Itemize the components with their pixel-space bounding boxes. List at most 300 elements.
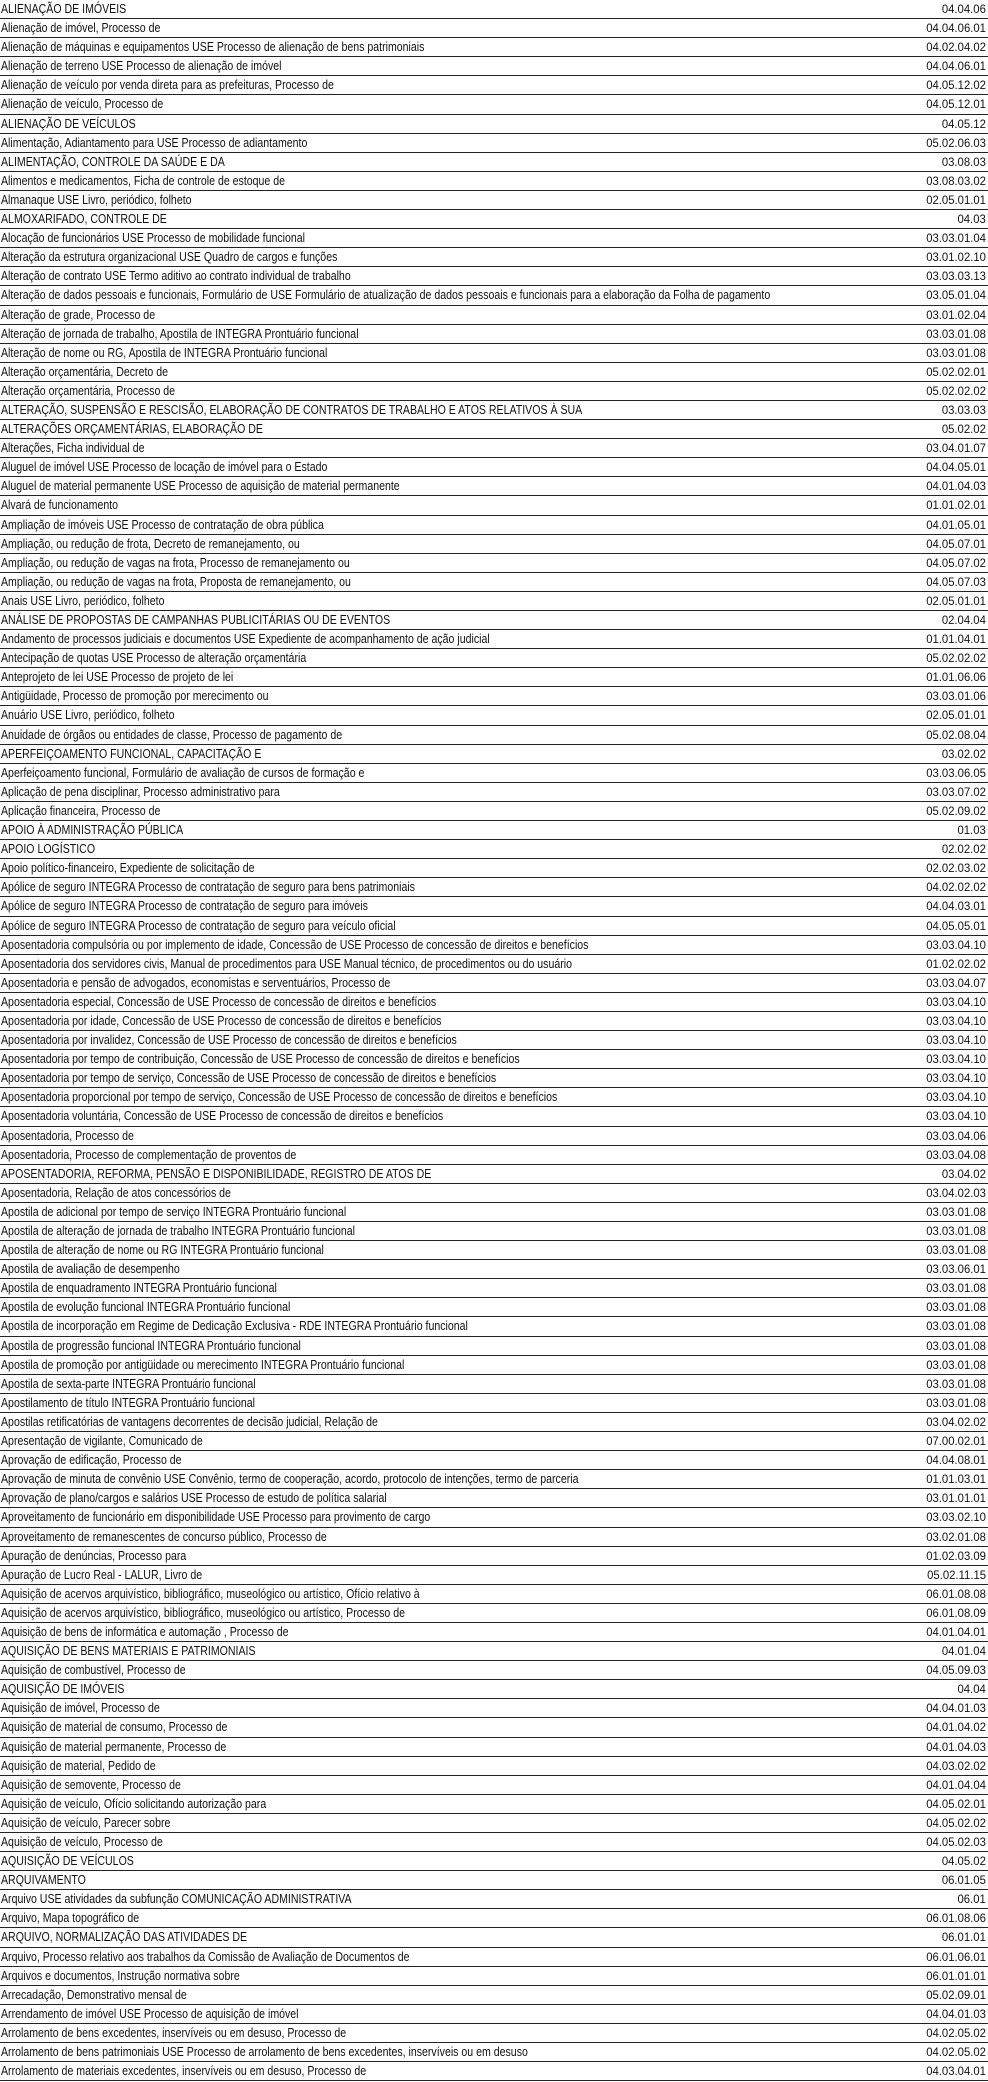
- index-term: Anteprojeto de lei USE Processo de projeto de lei: [1, 670, 234, 685]
- classification-code: 03.03.01.08: [926, 1300, 986, 1315]
- index-term: Alimentos e medicamentos, Ficha de controle de estoque de: [1, 173, 286, 188]
- classification-code: 04.05.12: [941, 116, 986, 131]
- classification-code: 04.01.04.01: [926, 1624, 986, 1639]
- table-row: [0, 1585, 988, 1604]
- table-row: [0, 477, 988, 496]
- index-term: Almanaque USE Livro, periódico, folheto: [1, 192, 192, 207]
- classification-code: 04.01.04.04: [926, 1777, 986, 1792]
- index-term: Alienação de veículo, Processo de: [1, 97, 164, 112]
- index-term: APOIO À ADMINISTRAÇÃO PÚBLICA: [1, 823, 184, 838]
- index-term: Alteração orçamentária, Processo de: [1, 383, 176, 398]
- classification-code: 01.01.04.01: [926, 632, 986, 647]
- table-row: [0, 1298, 988, 1317]
- index-term: Apresentação de vigilante, Comunicado de: [1, 1434, 203, 1449]
- index-term: Aposentadoria proporcional por tempo de serviço, Concessão de USE Processo de concessão de direitos e benefícios: [1, 1090, 558, 1105]
- classification-code: 03.03.01.08: [926, 326, 986, 341]
- index-term: Anais USE Livro, periódico, folheto: [1, 593, 165, 608]
- table-row: [0, 535, 988, 554]
- classification-code: 03.03.04.10: [926, 1090, 986, 1105]
- classification-code: 04.04.06: [941, 2, 986, 16]
- index-term: Aquisição de veículo, Ofício solicitando autorização para: [1, 1796, 267, 1811]
- table-row: [0, 802, 988, 821]
- classification-code: 04.01.04.03: [926, 1739, 986, 1754]
- classification-code: 04.02.02.02: [926, 880, 986, 895]
- table-row: [0, 1776, 988, 1795]
- index-term: ALTERAÇÕES ORÇAMENTÁRIAS, ELABORAÇÃO DE: [1, 422, 263, 437]
- classification-code: 06.01.01: [941, 1930, 986, 1945]
- table-row: [0, 2043, 988, 2062]
- classification-code: 06.01.05: [941, 1873, 986, 1888]
- index-term: Aprovação de plano/cargos e salários USE Processo de estudo de política salarial: [1, 1491, 387, 1506]
- index-term: Alimentação, Adiantamento para USE Processo de adiantamento: [1, 135, 308, 150]
- table-row: [0, 496, 988, 515]
- classification-code: 06.01.08.09: [926, 1605, 986, 1620]
- index-term: Aquisição de imóvel, Processo de: [1, 1701, 160, 1716]
- classification-code: 03.03.01.08: [926, 1338, 986, 1353]
- index-term: APOSENTADORIA, REFORMA, PENSÃO E DISPONIBILIDADE, REGISTRO DE ATOS DE: [1, 1166, 432, 1181]
- table-row: [0, 1948, 988, 1967]
- classification-code: 03.03.01.08: [926, 345, 986, 360]
- index-term: Aquisição de material, Pedido de: [1, 1758, 156, 1773]
- table-row: [0, 1833, 988, 1852]
- index-term: Apostila de alteração de jornada de trabalho INTEGRA Prontuário funcional: [1, 1224, 356, 1238]
- index-term: Aposentadoria por idade, Concessão de USE Processo de concessão de direitos e benefícios: [1, 1013, 442, 1028]
- index-term: Apólice de seguro INTEGRA Processo de contratação de seguro para imóveis: [1, 899, 368, 914]
- classification-code: 03.03.04.10: [926, 937, 986, 952]
- table-row: [0, 1699, 988, 1718]
- table-row: [0, 1566, 988, 1585]
- classification-code: 03.03.07.02: [926, 784, 986, 799]
- index-term: Aquisição de veículo, Processo de: [1, 1835, 163, 1849]
- classification-code: 05.02.08.04: [926, 727, 986, 742]
- classification-code: 06.01: [957, 1892, 986, 1907]
- table-row: [0, 706, 988, 725]
- index-term: Apostila de avaliação de desempenho: [1, 1262, 180, 1277]
- index-term: Antigüidade, Processo de promoção por merecimento ou: [1, 689, 269, 704]
- classification-code: 05.02.02.02: [926, 383, 986, 398]
- table-row: [0, 1852, 988, 1871]
- index-term: Apuração de denúncias, Processo para: [1, 1548, 187, 1563]
- table-row: [0, 1451, 988, 1470]
- classification-code: 04.04.06.01: [926, 59, 986, 74]
- table-row: [0, 1394, 988, 1413]
- index-term: Apostilamento de título INTEGRA Prontuário funcional: [1, 1395, 256, 1410]
- table-row: [0, 248, 988, 267]
- index-term: Anuidade de órgãos ou entidades de classe, Processo de pagamento de: [1, 727, 343, 742]
- table-row: [0, 917, 988, 936]
- index-term: Alteração da estrutura organizacional USE Quadro de cargos e funções: [1, 250, 338, 265]
- classification-code: 03.01.02.04: [926, 307, 986, 322]
- classification-code: 04.05.07.02: [926, 555, 986, 570]
- index-term: Alterações, Ficha individual de: [1, 441, 145, 456]
- index-term: Apostila de adicional por tempo de serviço INTEGRA Prontuário funcional: [1, 1204, 347, 1219]
- table-row: [0, 611, 988, 630]
- table-row: [0, 955, 988, 974]
- table-row: [0, 1528, 988, 1547]
- table-row: [0, 1031, 988, 1050]
- index-term: Aposentadoria especial, Concessão de USE Processo de concessão de direitos e benefícios: [1, 994, 437, 1009]
- table-row: [0, 1107, 988, 1126]
- table-row: [0, 1260, 988, 1279]
- index-term: Ampliação, ou redução de frota, Decreto de remanejamento, ou: [1, 536, 300, 551]
- classification-code: 03.03.03.13: [926, 269, 986, 284]
- table-row: [0, 878, 988, 897]
- index-term: Alienação de terreno USE Processo de alienação de imóvel: [1, 59, 282, 74]
- classification-code: 03.03.01.06: [926, 689, 986, 704]
- index-term: Arquivo, Mapa topográfico de: [1, 1911, 140, 1926]
- classification-code: 01.02.02.02: [926, 956, 986, 971]
- classification-code: 04.05.02: [941, 1854, 986, 1869]
- classification-code: 03.03.01.08: [926, 1395, 986, 1410]
- table-row: [0, 821, 988, 840]
- classification-code: 03.03.04.10: [926, 1052, 986, 1067]
- table-row: [0, 1203, 988, 1222]
- index-term: Apostila de promoção por antigüidade ou merecimento INTEGRA Prontuário funcional: [1, 1357, 405, 1372]
- classification-code: 03.08.03: [941, 154, 986, 169]
- index-term: Aluguel de material permanente USE Processo de aquisição de material permanente: [1, 479, 400, 494]
- index-term: Alienação de veículo por venda direta para as prefeituras, Processo de: [1, 78, 334, 93]
- table-row: [0, 1489, 988, 1508]
- classification-code: 03.02.01.08: [926, 1529, 986, 1544]
- index-term: Apostila de progressão funcional INTEGRA Prontuário funcional: [1, 1338, 301, 1353]
- classification-code: 02.02.03.02: [926, 861, 986, 876]
- classification-code: 04.04.01.03: [926, 2006, 986, 2021]
- table-row: [0, 2062, 988, 2081]
- index-term: ALTERAÇÃO, SUSPENSÃO E RESCISÃO, ELABORAÇÃO DE CONTRATOS DE TRABALHO E ATOS RELATIVOS À SUA: [1, 402, 583, 417]
- classification-code: 03.04.02.03: [926, 1185, 986, 1200]
- classification-code: 03.03.01.08: [926, 1243, 986, 1258]
- table-row: [0, 153, 988, 172]
- table-row: [0, 1680, 988, 1699]
- index-term: Aquisição de material permanente, Processo de: [1, 1739, 227, 1754]
- classification-code: 03.03.04.07: [926, 975, 986, 990]
- index-term: Aproveitamento de remanescentes de concurso público, Processo de: [1, 1529, 327, 1544]
- table-row: [0, 1146, 988, 1165]
- table-row: [0, 420, 988, 439]
- index-term: Apoio político-financeiro, Expediente de solicitação de: [1, 861, 255, 876]
- table-row: [0, 1642, 988, 1661]
- index-term: Aquisição de material de consumo, Processo de: [1, 1720, 228, 1735]
- index-term: ALIENAÇÃO DE VEÍCULOS: [1, 116, 136, 131]
- index-term: Alteração de jornada de trabalho, Apostila de INTEGRA Prontuário funcional: [1, 326, 359, 341]
- table-row: [0, 382, 988, 401]
- table-row: [0, 1814, 988, 1833]
- classification-code: 03.03.01.04: [926, 231, 986, 246]
- table-row: [0, 1050, 988, 1069]
- table-row: [0, 1718, 988, 1737]
- classification-code: 05.02.02.01: [926, 364, 986, 379]
- table-row: [0, 344, 988, 363]
- classification-code: 04.01.04: [941, 1644, 986, 1659]
- classification-code: 02.05.01.01: [926, 192, 986, 207]
- classification-code: 01.01.06.06: [926, 670, 986, 685]
- index-term: Aposentadoria compulsória ou por implemento de idade, Concessão de USE Processo de concessão de direitos e benefícios: [1, 937, 589, 952]
- classification-code: 05.02.09.01: [926, 1987, 986, 2002]
- classification-code: 04.01.05.01: [926, 517, 986, 532]
- index-term: Aplicação financeira, Processo de: [1, 803, 161, 818]
- table-row: [0, 1184, 988, 1203]
- table-row: [0, 439, 988, 458]
- table-row: [0, 1871, 988, 1890]
- classification-code: 05.02.09.02: [926, 803, 986, 818]
- index-term: Arrendamento de imóvel USE Processo de aquisição de imóvel: [1, 2006, 299, 2021]
- table-row: [0, 191, 988, 210]
- classification-code: 01.03: [957, 823, 986, 838]
- table-row: [0, 1508, 988, 1527]
- index-term: AQUISIÇÃO DE IMÓVEIS: [1, 1682, 125, 1697]
- table-row: [0, 57, 988, 76]
- table-row: [0, 745, 988, 764]
- classification-code: 06.01.01.01: [926, 1968, 986, 1983]
- classification-code: 06.01.08.08: [926, 1586, 986, 1601]
- index-term: Aquisição de veículo, Parecer sobre: [1, 1815, 171, 1830]
- classification-code: 03.05.01.04: [926, 288, 986, 303]
- classification-code: 04.05.02.03: [926, 1835, 986, 1849]
- index-term: Aplicação de pena disciplinar, Processo administrativo para: [1, 784, 280, 799]
- classification-code: 04.05.07.01: [926, 536, 986, 551]
- classification-code: 04.03: [957, 212, 986, 227]
- classification-code: 03.03.04.10: [926, 1013, 986, 1028]
- table-row: [0, 210, 988, 229]
- table-row: [0, 267, 988, 286]
- table-row: [0, 458, 988, 477]
- table-row: [0, 401, 988, 420]
- index-term: Apostilas retificatórias de vantagens decorrentes de decisão judicial, Relação de: [1, 1414, 378, 1429]
- classification-code: 03.03.01.08: [926, 1357, 986, 1372]
- table-row: [0, 726, 988, 745]
- table-row: [0, 1222, 988, 1241]
- index-term: Apostila de sexta-parte INTEGRA Prontuário funcional: [1, 1376, 256, 1391]
- table-row: [0, 840, 988, 859]
- index-term: Alienação de imóvel, Processo de: [1, 21, 161, 36]
- table-row: [0, 1470, 988, 1489]
- classification-code: 04.02.04.02: [926, 40, 986, 55]
- index-term: Aposentadoria voluntária, Concessão de USE Processo de concessão de direitos e benefícios: [1, 1109, 444, 1124]
- index-term: Apostila de evolução funcional INTEGRA Prontuário funcional: [1, 1300, 291, 1315]
- index-term: Apostila de incorporação em Regime de Dedicação Exclusiva - RDE INTEGRA Prontuário funcional: [1, 1319, 468, 1334]
- index-term: Arrolamento de bens patrimoniais USE Processo de arrolamento de bens excedentes, inservíveis ou em desuso: [1, 2045, 528, 2060]
- classification-code: 03.03.01.08: [926, 1204, 986, 1219]
- classification-code: 03.03.04.06: [926, 1128, 986, 1143]
- table-row: [0, 1890, 988, 1909]
- table-row: [0, 687, 988, 706]
- classification-code: 02.04.04: [941, 613, 986, 627]
- classification-code: 06.01.08.06: [926, 1911, 986, 1926]
- table-row: [0, 76, 988, 95]
- classification-code: 03.04.02: [941, 1166, 986, 1181]
- classification-code: 03.01.02.10: [926, 250, 986, 265]
- table-row: [0, 554, 988, 573]
- table-row: [0, 1604, 988, 1623]
- index-term: Aquisição de semovente, Processo de: [1, 1777, 181, 1792]
- table-row: [0, 115, 988, 134]
- classification-code: 04.04.05.01: [926, 460, 986, 475]
- classification-code: 05.02.11.15: [927, 1567, 986, 1582]
- classification-code: 03.03.01.08: [926, 1281, 986, 1296]
- index-term: Apuração de Lucro Real - LALUR, Livro de: [1, 1567, 203, 1582]
- index-term: Alteração orçamentária, Decreto de: [1, 364, 169, 379]
- table-row: [0, 764, 988, 783]
- classification-code: 03.03.04.08: [926, 1147, 986, 1162]
- index-term: APOIO LOGÍSTICO: [1, 842, 96, 857]
- index-term: Alteração de dados pessoais e funcionais, Formulário de USE Formulário de atualização de dados pessoais e funcionais para a elaboração da Folha de pagamento: [1, 288, 771, 303]
- table-row: [0, 573, 988, 592]
- classification-code: 04.04: [957, 1682, 986, 1697]
- classification-code: 03.03.02.10: [926, 1510, 986, 1525]
- classification-code: 02.05.01.01: [926, 593, 986, 608]
- classification-code: 03.04.02.02: [926, 1414, 986, 1429]
- classification-code: 04.04.01.03: [926, 1701, 986, 1716]
- index-term: Aposentadoria por invalidez, Concessão de USE Processo de concessão de direitos e benefícios: [1, 1033, 457, 1048]
- index-term: Alteração de nome ou RG, Apostila de INTEGRA Prontuário funcional: [1, 345, 328, 360]
- classification-code: 03.03.01.08: [926, 1224, 986, 1238]
- table-row: [0, 783, 988, 802]
- table-row: [0, 859, 988, 878]
- table-row: [0, 974, 988, 993]
- table-row: [0, 1375, 988, 1394]
- classification-code: 03.04.01.07: [926, 441, 986, 456]
- table-row: [0, 2005, 988, 2024]
- table-row: [0, 1279, 988, 1298]
- classification-code: 04.05.07.03: [926, 574, 986, 589]
- index-term: Aprovação de edificação, Processo de: [1, 1453, 182, 1468]
- classification-code: 03.03.01.08: [926, 1319, 986, 1334]
- index-term: Aproveitamento de funcionário em disponibilidade USE Processo para provimento de cargo: [1, 1510, 431, 1525]
- index-term: Aquisição de acervos arquivístico, bibliográfico, museológico ou artístico, Processo de: [1, 1605, 405, 1620]
- index-term: Aposentadoria e pensão de advogados, economistas e serventuários, Processo de: [1, 975, 391, 990]
- classification-code: 03.03.04.10: [926, 994, 986, 1009]
- index-term: Aposentadoria por tempo de serviço, Concessão de USE Processo de concessão de direitos e benefícios: [1, 1071, 497, 1086]
- table-row: [0, 668, 988, 687]
- index-term: Ampliação, ou redução de vagas na frota, Proposta de remanejamento, ou: [1, 574, 351, 589]
- classification-code: 05.02.06.03: [926, 135, 986, 150]
- index-term: Anuário USE Livro, periódico, folheto: [1, 708, 175, 723]
- classification-code: 04.05.02.02: [926, 1815, 986, 1830]
- index-term: Aposentadoria, Relação de atos concessórios de: [1, 1185, 231, 1200]
- classification-code: 01.02.03.09: [926, 1548, 986, 1563]
- index-term: Alocação de funcionários USE Processo de mobilidade funcional: [1, 231, 306, 246]
- classification-code: 03.03.04.10: [926, 1071, 986, 1086]
- classification-code: 01.01.02.01: [926, 498, 986, 513]
- table-row: [0, 1012, 988, 1031]
- index-term: Alvará de funcionamento: [1, 498, 119, 513]
- table-row: [0, 363, 988, 382]
- table-row: [0, 1928, 988, 1947]
- table-row: [0, 1241, 988, 1260]
- classification-code: 04.04.03.01: [926, 899, 986, 914]
- classification-code: 03.03.06.01: [926, 1262, 986, 1277]
- classification-code: 03.08.03.02: [926, 173, 986, 188]
- index-term: Aprovação de minuta de convênio USE Convênio, termo de cooperação, acordo, protocolo de intenções, termo de parceria: [1, 1472, 579, 1487]
- classification-code: 04.05.05.01: [926, 918, 986, 933]
- classification-code: 07.00.02.01: [926, 1434, 986, 1449]
- table-row: [0, 19, 988, 38]
- index-term: Arquivo USE atividades da subfunção COMUNICAÇÃO ADMINISTRATIVA: [1, 1892, 352, 1907]
- table-row: [0, 1967, 988, 1986]
- classification-code: 03.03.03: [941, 402, 986, 417]
- index-term: Arrecadação, Demonstrativo mensal de: [1, 1987, 187, 2002]
- classification-code: 02.05.01.01: [926, 708, 986, 723]
- table-row: [0, 1661, 988, 1680]
- table-row: [0, 1413, 988, 1432]
- index-term: ARQUIVO, NORMALIZAÇÃO DAS ATIVIDADES DE: [1, 1930, 248, 1945]
- table-row: [0, 936, 988, 955]
- classification-code: 04.05.02.01: [926, 1796, 986, 1811]
- index-term: ALIMENTAÇÃO, CONTROLE DA SAÚDE E DA: [1, 154, 225, 169]
- classification-code: 04.02.05.02: [926, 2025, 986, 2040]
- classification-code: 03.03.01.08: [926, 1376, 986, 1391]
- index-term: Aposentadoria, Processo de complementação de proventos de: [1, 1147, 297, 1162]
- index-term: Apólice de seguro INTEGRA Processo de contratação de seguro para veículo oficial: [1, 918, 396, 933]
- index-term: Aquisição de combustível, Processo de: [1, 1663, 186, 1678]
- index-term: Aposentadoria por tempo de contribuição, Concessão de USE Processo de concessão de direitos e benefícios: [1, 1052, 520, 1067]
- classification-code: 04.03.02.02: [926, 1758, 986, 1773]
- table-row: [0, 325, 988, 344]
- table-row: [0, 38, 988, 57]
- index-term: Aquisição de acervos arquivístico, bibliográfico, museológico ou artístico, Ofício relativo à: [1, 1586, 420, 1601]
- index-term: Apostila de alteração de nome ou RG INTEGRA Prontuário funcional: [1, 1243, 324, 1258]
- classification-code: 06.01.06.01: [926, 1949, 986, 1964]
- index-term: Alteração de grade, Processo de: [1, 307, 156, 322]
- classification-code: 03.03.06.05: [926, 765, 986, 780]
- table-row: [0, 1069, 988, 1088]
- index-term: Ampliação, ou redução de vagas na frota, Processo de remanejamento ou: [1, 555, 350, 570]
- table-row: [0, 1986, 988, 2005]
- table-row: [0, 1909, 988, 1928]
- index-term: Apostila de enquadramento INTEGRA Prontuário funcional: [1, 1281, 277, 1296]
- index-term: Aperfeiçoamento funcional, Formulário de avaliação de cursos de formação e: [1, 765, 365, 780]
- table-row: [0, 306, 988, 325]
- index-term: Arquivo, Processo relativo aos trabalhos da Comissão de Avaliação de Documentos de: [1, 1949, 410, 1964]
- table-row: [0, 95, 988, 114]
- index-term: Aluguel de imóvel USE Processo de locação de imóvel para o Estado: [1, 460, 328, 475]
- index-term: Aposentadoria, Processo de: [1, 1128, 134, 1143]
- table-row: [0, 649, 988, 668]
- table-row: [0, 1127, 988, 1146]
- classification-code: 03.03.04.10: [926, 1109, 986, 1124]
- classification-code: 03.01.01.01: [926, 1491, 986, 1506]
- index-term: Andamento de processos judiciais e documentos USE Expediente de acompanhamento de ação judicial: [1, 632, 490, 647]
- classification-code: 05.02.02: [941, 422, 986, 437]
- table-row: [0, 592, 988, 611]
- classification-code: 04.03.04.01: [926, 2064, 986, 2079]
- table-row: [0, 0, 988, 19]
- index-term: Arrolamento de bens excedentes, inservíveis ou em desuso, Processo de: [1, 2025, 347, 2040]
- classification-code: 04.05.12.02: [926, 78, 986, 93]
- classification-code: 01.01.03.01: [926, 1472, 986, 1487]
- index-term: APERFEIÇOAMENTO FUNCIONAL, CAPACITAÇÃO E: [1, 746, 262, 761]
- index-term: Apólice de seguro INTEGRA Processo de contratação de seguro para bens patrimoniais: [1, 880, 415, 895]
- index-term: AQUISIÇÃO DE BENS MATERIAIS E PATRIMONIAIS: [1, 1644, 256, 1659]
- table-row: [0, 1356, 988, 1375]
- classification-code: 03.03.04.10: [926, 1033, 986, 1048]
- table-row: [0, 993, 988, 1012]
- table-row: [0, 516, 988, 535]
- table-row: [0, 134, 988, 153]
- table-row: [0, 172, 988, 191]
- table-row: [0, 1165, 988, 1184]
- table-row: [0, 1088, 988, 1107]
- table-row: [0, 1738, 988, 1757]
- table-row: [0, 1547, 988, 1566]
- table-row: [0, 1757, 988, 1776]
- table-row: [0, 229, 988, 248]
- classification-code: 04.05.12.01: [926, 97, 986, 112]
- index-term: AQUISIÇÃO DE VEÍCULOS: [1, 1854, 134, 1869]
- classification-code: 04.04.08.01: [926, 1453, 986, 1468]
- table-row: [0, 1795, 988, 1814]
- classification-code: 04.01.04.02: [926, 1720, 986, 1735]
